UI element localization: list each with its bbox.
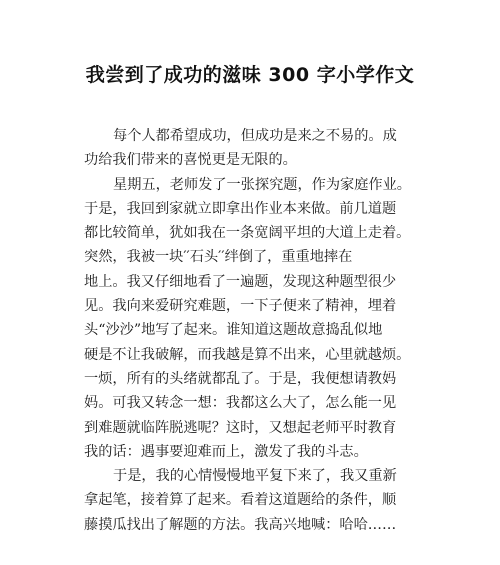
text-line: 每个人都希望成功，但成功是来之不易的。成 xyxy=(113,128,397,144)
text-line: 硬是不让我破解，而我越是算不出来，心里就越烦。 xyxy=(84,346,411,363)
text-line: 一烦，所有的头绪就都乱了。于是，我便想请教妈 xyxy=(84,370,397,387)
text-line: 突然，我被一块′′石头′′绊倒了，重重地摔在 xyxy=(84,249,353,266)
text-line: 星期五，老师发了一张探究题，作为家庭作业。 xyxy=(113,176,411,193)
text-line: 拿起笔，接着算了起来。看着这道题给的条件，顺 xyxy=(84,492,397,509)
text-line: 于是，我回到家就立即拿出作业本来做。前几道题 xyxy=(84,200,397,217)
text-line: 见。我向来爱研究难题，一下子便来了精神，埋着 xyxy=(84,298,397,315)
text-line: 头“沙沙”地写了起来。谁知道这题故意捣乱似地 xyxy=(84,322,383,339)
page-title: 我尝到了成功的滋味 300 字小学作文 xyxy=(85,64,415,86)
text-line: 我的话：遇事要迎难而上，激发了我的斗志。 xyxy=(84,443,368,460)
text-line: 地上。我又仔细地看了一遍题，发现这种题型很少 xyxy=(84,273,397,290)
text-line: 藤摸瓜找出了解题的方法。我高兴地喊：哈哈…… xyxy=(84,516,397,533)
article-body xyxy=(84,124,418,537)
text-line: 到难题就临阵脱逃呢？这时，又想起老师平时教育 xyxy=(84,419,397,436)
text-line: 妈。可我又转念一想：我都这么大了，怎么能一见 xyxy=(84,395,397,412)
text-line: 于是，我的心情慢慢地平复下来了，我又重新 xyxy=(113,468,397,485)
text-line: 功给我们带来的喜悦更是无限的。 xyxy=(84,152,297,169)
text-line: 都比较简单，犹如我在一条宽阔平坦的大道上走着。 xyxy=(84,225,411,242)
